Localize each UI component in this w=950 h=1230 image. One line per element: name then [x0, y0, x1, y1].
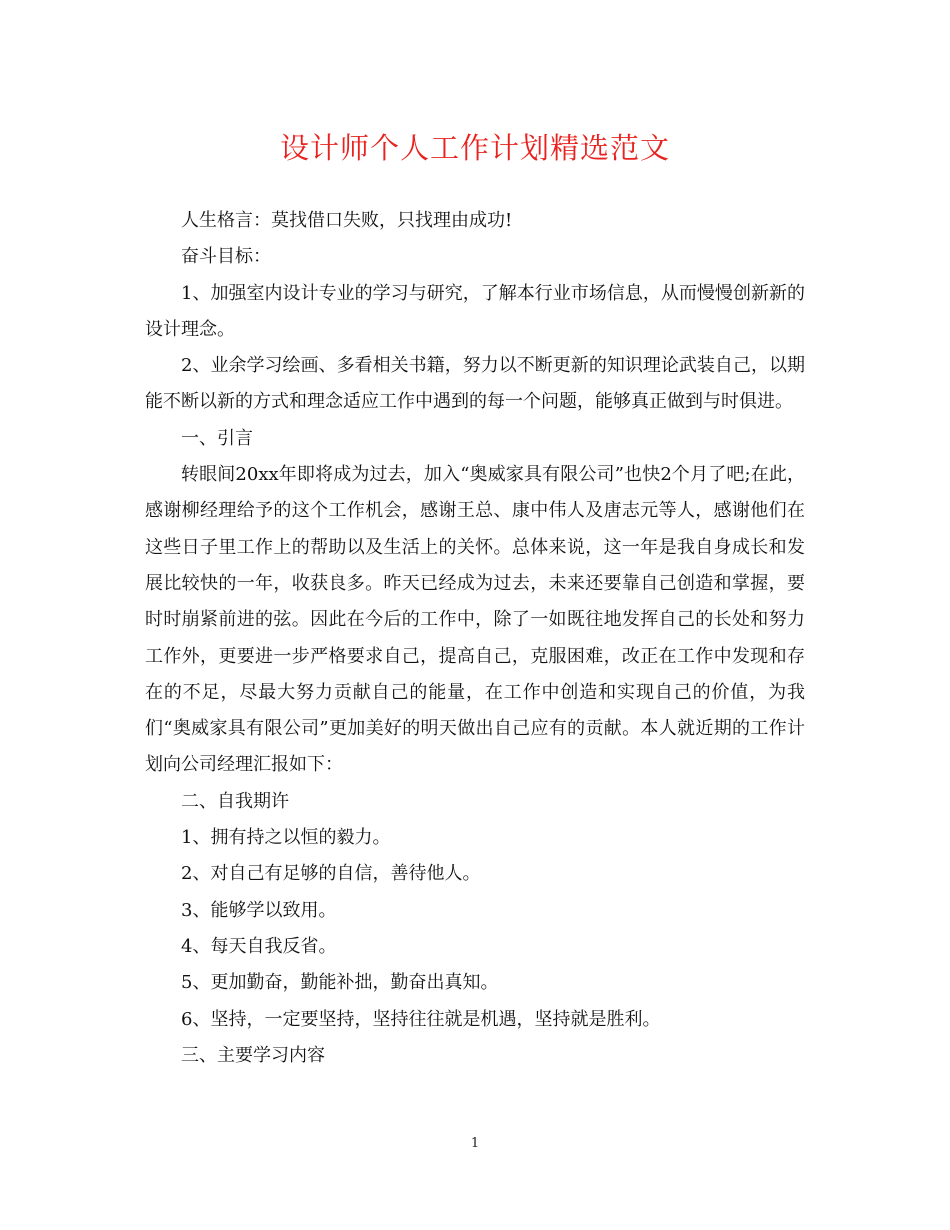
section-heading-study-content: 三、主要学习内容 [181, 1044, 325, 1066]
section-heading-introduction: 一、引言 [181, 427, 253, 449]
paragraph-introduction: 转眼间20xx年即将成为过去，加入“奥威家具有限公司”也快2个月了吧;在此，感谢柳经理给予的这个工作机会，感谢王总、康中伟人及唐志元等人，感谢他们在这些日子里工作上的帮助以及生活上的关怀。总体来说，这一年是我自身成长和发展比较快的一年，收获良多。昨天已经成为过去，未来还要靠自己创造和掌握，要时时崩紧前进的弦。因此在今后的工作中，除了一如既往地发挥自己的长处和努力工作外，更要进一步严格要求自己，提高自己，克服困难，改正在工作中发现和存在的不足，尽最大努力贡献自己的能量，在工作中创造和实现自己的价值，为我们“奥威家具有限公司”更加美好的明天做出自己应有的贡献。本人就近期的工作计划向公司经理汇报如下： [145, 464, 805, 776]
document-body [145, 203, 805, 1074]
paragraph-goal-1: 1、加强室内设计专业的学习与研究，了解本行业市场信息，从而慢慢创新新的设计理念。 [145, 282, 805, 340]
list-item-expectation-1: 1、拥有持之以恒的毅力。 [181, 827, 391, 849]
list-item-expectation-5: 5、更加勤奋，勤能补拙，勤奋出真知。 [181, 972, 499, 994]
paragraph-goal-2: 2、业余学习绘画、多看相关书籍，努力以不断更新的知识理论武装自己，以期能不断以新的方式和理念适应工作中遇到的每一个问题，能够真正做到与时俱进。 [145, 355, 805, 413]
list-item-expectation-2: 2、对自己有足够的自信，善待他人。 [181, 863, 481, 885]
section-heading-self-expectation: 二、自我期许 [181, 790, 289, 812]
page-number: 1 [470, 1136, 480, 1151]
list-item-expectation-3: 3、能够学以致用。 [181, 899, 337, 921]
list-item-expectation-6: 6、坚持，一定要坚持，坚持往往就是机遇，坚持就是胜利。 [181, 1008, 661, 1030]
paragraph-goals-heading: 奋斗目标： [181, 246, 271, 268]
list-item-expectation-4: 4、每天自我反省。 [181, 935, 337, 957]
document-title: 设计师个人工作计划精选范文 [279, 131, 670, 165]
paragraph-motto: 人生格言：莫找借口失败，只找理由成功! [181, 210, 513, 231]
